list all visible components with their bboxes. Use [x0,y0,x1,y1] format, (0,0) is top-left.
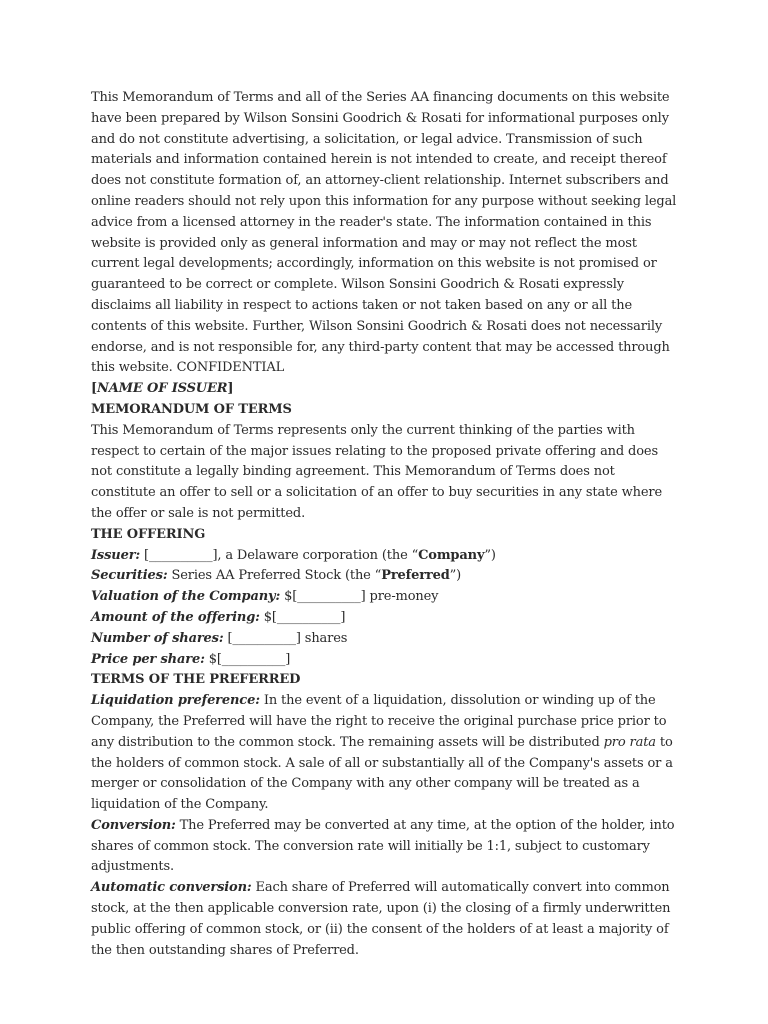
price-term-text: $[__________] [204,651,291,667]
liquidation-term-text-b: to the holders of common stock. A sale of all or substantially all of the Company's assets or a merger or consolidation of the Company with any other company will be treated as a liquidation of the Company. [91,734,673,813]
issuer-term-pre: [__________], a Delaware corporation (the “ [140,547,419,563]
liquidation-term-label: Liquidation preference: [91,693,260,709]
securities-term-post: ”) [449,568,462,584]
securities-term-defined: Preferred [381,568,450,584]
memo-intro: This Memorandum of Terms represents only the current thinking of the parties with respect to certain of the major issues relating to the proposed private offering and does not constitute a legally binding agreement. This Memorandum of Terms does not constitute an offer to sell or a solicitation of an offer to buy securities in any state where the offer or sale is not permitted. [91,422,663,521]
issuer-name-placeholder [91,379,681,400]
valuation-term [91,587,681,608]
liquidation-term-text-a: In the event of a liquidation, dissolution or winding up of the Company, the Preferred will have the right to receive the original purchase price prior to any distribution to the common stock. The remaining assets will be distributed [91,693,667,750]
price-term-label: Price per share: [91,651,205,667]
price-term [91,650,681,671]
disclaimer-paragraph: This Memorandum of Terms and all of the Series AA financing documents on this website have been prepared by Wilson Sonsini Goodrich & Rosati for informational purposes only and do not constitute advertising, a solicitation, or legal advice. Transmission of such materials and information contained herein is not intended to create, and receipt thereof does not constitute formation of, an attorney-client relationship. Internet subscribers and online readers should not rely upon this information for any purpose without seeking legal advice from a licensed attorney in the reader's state. The information contained in this website is provided only as general information and may or may not reflect the most current legal developments; accordingly, information on this website is not promised or guaranteed to be correct or complete. Wilson Sonsini Goodrich & Rosati expressly disclaims all liability in respect to actions taken or not taken based on any or all the contents of this website. Further, Wilson Sonsini Goodrich & Rosati does not necessarily endorse, and is not responsible for, any third-party content that may be accessed through this website. CONFIDENTIAL [91,90,677,376]
memo-title: MEMORANDUM OF TERMS [91,401,292,417]
shares-term-text: [__________] shares [223,630,348,646]
issuer-term-defined: Company [418,547,485,563]
issuer-term-label: Issuer: [91,547,141,563]
amount-term-label: Amount of the offering: [91,609,260,625]
shares-term [91,629,681,650]
securities-term-pre: Series AA Preferred Stock (the “ [167,568,382,584]
liquidation-term-italic: pro rata [603,734,656,750]
liquidation-term [91,691,681,816]
securities-term-label: Securities: [91,568,168,584]
conversion-term-label: Conversion: [91,817,176,833]
automatic-conversion-text: Each share of Preferred will automatically convert into common stock, at the then applicable conversion rate, upon (i) the closing of a firmly underwritten public offering of common stock, or (ii) the consent of the holders of at least a majority of the then outstanding shares of Preferred. [91,880,671,958]
shares-term-label: Number of shares: [91,630,224,646]
issuer-term [91,546,681,567]
document-page [91,88,681,961]
valuation-term-text: $[__________] pre-money [280,589,439,605]
issuer-name: NAME OF ISSUER [97,381,228,397]
terms-heading: TERMS OF THE PREFERRED [91,672,301,688]
issuer-bracket-open: [ [91,381,98,397]
securities-term [91,566,681,587]
automatic-conversion-label: Automatic conversion: [91,880,252,896]
valuation-term-label: Valuation of the Company: [91,589,281,605]
issuer-term-post: ”) [484,547,496,563]
offering-heading: THE OFFERING [91,526,206,542]
conversion-term-text: The Preferred may be converted at any time, at the option of the holder, into shares of common stock. The conversion rate will initially be 1:1, subject to customary adjustments. [91,817,675,875]
amount-term-text: $[__________] [259,609,346,625]
conversion-term [91,816,681,878]
issuer-bracket-close: ] [227,381,234,397]
amount-term [91,608,681,629]
automatic-conversion-term [91,878,681,961]
